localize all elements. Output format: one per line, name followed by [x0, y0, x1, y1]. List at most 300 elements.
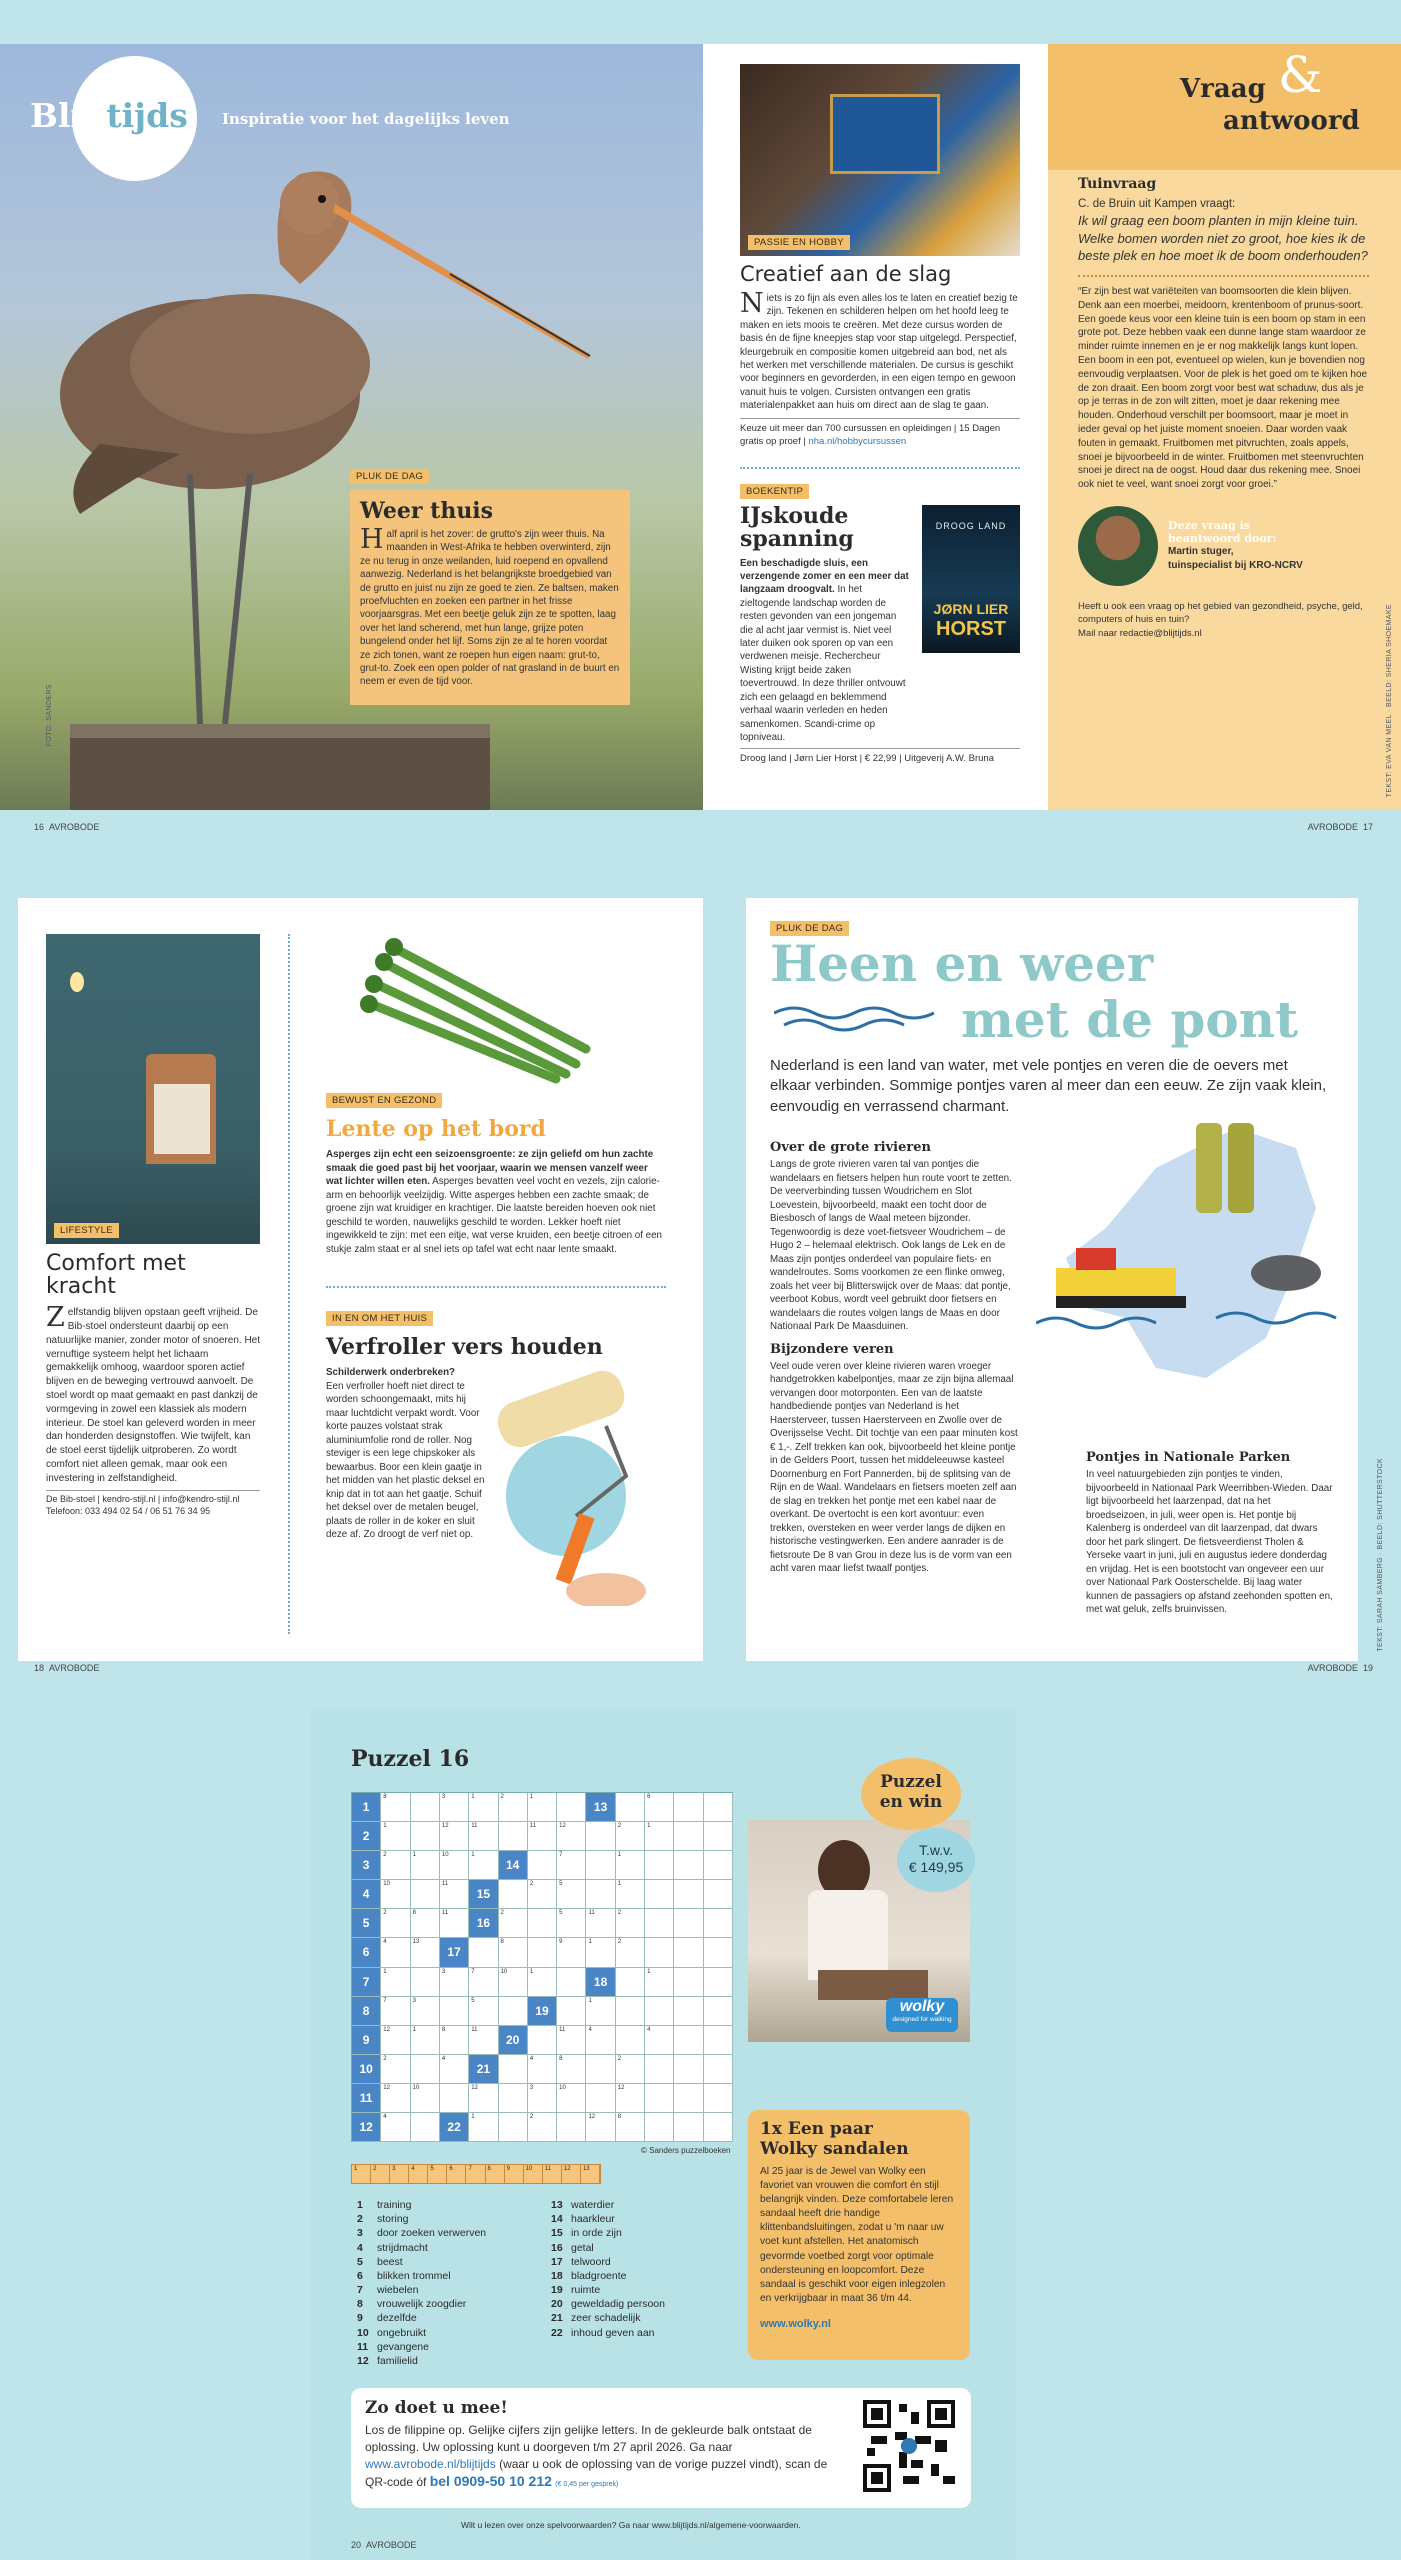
grid-cell[interactable]	[586, 1909, 615, 1938]
grid-cell[interactable]	[499, 1968, 528, 1997]
cell-number: 15	[476, 1887, 491, 1902]
grid-cell[interactable]	[616, 1851, 645, 1880]
grid-cell[interactable]	[499, 1997, 528, 2026]
cell-number: 11	[529, 1823, 537, 1830]
grid-cell[interactable]	[528, 1880, 557, 1909]
creatief-dropcap: N	[740, 288, 764, 319]
grid-cell[interactable]	[411, 2026, 440, 2055]
clue-number: 8	[357, 2298, 363, 2311]
grid-cell[interactable]	[704, 1880, 733, 1909]
grid-cell[interactable]	[381, 1909, 410, 1938]
vraag-footer1: Heeft u ook een vraag op het gebied van gezondheid, psyche, geld, computers of huis en tuin?	[1078, 600, 1363, 626]
grid-cell[interactable]	[352, 1851, 381, 1880]
grid-cell[interactable]	[499, 1880, 528, 1909]
clue-number: 16	[551, 2241, 563, 2254]
comfort-footer1: De Bib-stoel | kendro-stijl.nl | info@kendro-stijl.nl	[46, 1490, 260, 1506]
page-17: 17	[1362, 822, 1373, 832]
bird-photo	[0, 44, 703, 810]
clue-text: telwoord	[571, 2255, 611, 2268]
answer-box[interactable]: 12	[562, 2165, 581, 2183]
clue-item	[357, 2283, 537, 2297]
pont-intro: Nederland is een land van water, met vele pontjes en veren die de oevers met elkaar verbinden. Sommige pontjes varen al meer dan een eeuw. Ze zijn vaak klein, eenvoudig en verrassend charmant.	[770, 1057, 1327, 1115]
cell-number: 10	[412, 2084, 420, 2091]
grid-cell[interactable]	[381, 2113, 410, 2142]
grid-cell[interactable]	[411, 1909, 440, 1938]
grid-cell[interactable]	[586, 1938, 615, 1967]
clue-item	[551, 2241, 751, 2255]
grid-cell[interactable]	[645, 2055, 674, 2084]
prize-link[interactable]: www.wolky.nl	[760, 2317, 831, 2330]
grid-cell[interactable]	[674, 1968, 703, 1997]
grid-cell[interactable]	[704, 2055, 733, 2084]
pont-p2: Veel oude veren over kleine rivieren waren vroeger handgetrokken kabelpontjes, maar ze zijn bijna allemaal vervangen door motorponten. Een van de laatste handbediende pontjes van Nederland is het Haersterveer, tussen Haersterveen en Zwolle over de Overijsselse Vecht. Dit tochtje van een paar minuten kost € 1,-. Zelf trekken kan ook, bijvoorbeeld het kleine pontje in de Gelders Poort, tussen het middeleeuwse kasteel Doornenburg en Fort Pannerden, bij de splitsing van de Rijn en de Waal. Wandelaars en fietsers moeten zelf aan de slag en trekken het pontje met een kabel naar de overkant. De overtocht is een kort avontuur: even trekken, oversteken en weer verder langs de dijken en historische vestingwerken. Een andere aanrader is de fietsroute De 8 van Grou in deze lus is de vorm van een acht varen maar liefst twaalf pontjes.	[770, 1360, 1018, 1575]
grid-cell[interactable]	[469, 1851, 498, 1880]
grid-cell[interactable]	[704, 1997, 733, 2026]
answer-box[interactable]: 4	[409, 2165, 428, 2183]
grid-cell[interactable]	[645, 1851, 674, 1880]
grid-cell[interactable]	[411, 2084, 440, 2113]
grid-cell[interactable]	[440, 1938, 469, 1967]
grid-cell[interactable]	[528, 1997, 557, 2026]
grid-cell[interactable]	[645, 1938, 674, 1967]
grid-cell[interactable]	[674, 2055, 703, 2084]
cell-number: 12	[617, 2084, 625, 2091]
weer-thuis-dropcap: H	[360, 524, 384, 555]
page-19	[746, 898, 1384, 1661]
tagline: Inspiratie voor het dagelijks leven	[222, 110, 510, 128]
grid-cell[interactable]	[528, 2026, 557, 2055]
answer-box[interactable]: 9	[505, 2165, 524, 2183]
grid-cell[interactable]	[645, 1909, 674, 1938]
grid-cell[interactable]	[616, 2026, 645, 2055]
grid-cell[interactable]	[674, 1851, 703, 1880]
cell-number: 7	[471, 1968, 475, 1975]
verfroller-title: Verfroller vers houden	[326, 1334, 603, 1361]
grid-cell[interactable]	[616, 1793, 645, 1822]
spread-1	[0, 44, 1401, 840]
grid-cell[interactable]	[557, 2084, 586, 2113]
grid-cell[interactable]	[411, 1938, 440, 1967]
grid-cell[interactable]	[440, 1880, 469, 1909]
cell-number: 2	[529, 2113, 534, 2120]
cell-number: 21	[476, 2061, 491, 2076]
grid-cell[interactable]	[616, 1997, 645, 2026]
creatief-footer: Keuze uit meer dan 700 cursussen en opleidingen | 15 Dagen gratis op proef | nha.nl/hobbycursussen	[740, 418, 1020, 449]
grid-cell[interactable]	[704, 1968, 733, 1997]
clue-item	[551, 2283, 751, 2297]
comfort-column	[46, 934, 260, 1518]
answer-box[interactable]: 11	[543, 2165, 562, 2183]
grid-cell[interactable]	[586, 2055, 615, 2084]
grid-cell[interactable]	[586, 2084, 615, 2113]
cell-number: 8	[617, 2113, 622, 2120]
clue-text: strijdmacht	[377, 2241, 428, 2254]
grid-cell[interactable]	[411, 2113, 440, 2142]
grid-cell[interactable]	[704, 1793, 733, 1822]
cell-number: 18	[593, 1974, 608, 1989]
grid-cell[interactable]	[381, 1997, 410, 2026]
cell-number: 11	[471, 1823, 478, 1830]
grid-cell[interactable]	[645, 1793, 674, 1822]
grid-cell[interactable]	[528, 1938, 557, 1967]
answer-box[interactable]: 3	[390, 2165, 409, 2183]
crossword-grid[interactable]	[351, 1792, 733, 2142]
grid-cell[interactable]	[440, 1793, 469, 1822]
clue-item	[357, 2212, 537, 2226]
logo	[30, 96, 188, 135]
clue-text: gevangene	[377, 2340, 429, 2353]
answer-box[interactable]: 13	[581, 2165, 600, 2183]
pont-h1: Over de grote rivieren	[770, 1140, 931, 1155]
puzzle-title: Puzzel 16	[351, 1746, 470, 1772]
grid-cell[interactable]	[557, 1997, 586, 2026]
grid-cell[interactable]	[352, 1909, 381, 1938]
grid-cell[interactable]	[469, 2026, 498, 2055]
cell-number: 1	[471, 1794, 475, 1800]
grid-cell[interactable]	[616, 1880, 645, 1909]
cell-number: 3	[441, 1794, 446, 1800]
grid-cell[interactable]	[616, 1968, 645, 1997]
cell-number: 2	[500, 1794, 504, 1800]
creatief-link[interactable]: nha.nl/hobbycursussen	[808, 436, 907, 448]
comfort-dropcap: Z	[46, 1302, 65, 1334]
clue-number: 6	[357, 2269, 363, 2282]
verfroller-tag: IN EN OM HET HUIS	[326, 1311, 433, 1326]
grid-cell[interactable]	[586, 1880, 615, 1909]
cell-number: 4	[647, 2026, 651, 2033]
grid-cell[interactable]	[352, 1822, 381, 1851]
grid-cell[interactable]	[469, 1880, 498, 1909]
clue-text: in orde zijn	[571, 2227, 622, 2240]
page-20: 20 AVROBODE	[351, 2540, 417, 2550]
grid-cell[interactable]	[411, 1968, 440, 1997]
grid-cell[interactable]	[469, 1968, 498, 1997]
clues-right	[551, 2198, 751, 2340]
grid-cell[interactable]	[381, 1793, 410, 1822]
grid-cell[interactable]	[704, 1851, 733, 1880]
grid-cell[interactable]	[440, 1997, 469, 2026]
grid-cell[interactable]	[616, 2055, 645, 2084]
cell-number: 2	[617, 1939, 622, 1946]
cell-number: 1	[471, 2113, 475, 2120]
page-18-number: 18	[34, 1663, 45, 1673]
grid-cell[interactable]	[645, 2084, 674, 2113]
cell-number: 1	[529, 1968, 534, 1975]
grid-cell[interactable]	[645, 1968, 674, 1997]
grid-cell[interactable]	[528, 1822, 557, 1851]
pont-title2: met de pont	[961, 990, 1299, 1049]
creatief-body: Niets is zo fijn als even alles los te laten en creatief bezig te zijn. Tekenen en schilderen helpen om het hoofd leeg te maken en iets moois te creëren. Met deze cursus worden de basis én de fijne kneepjes stap voor stap uitgelegd. Perspectief, kleurgebruik en compositie komen uitgebreid aan bod, net als het werken met verschillende materialen. De cursus is geschikt voor beginners en gevorderden, in een eigen tempo en gewoon vanuit huis te volgen. Cursisten ontvangen een gratis materialenpakket aan huis om direct aan de slag te gaan.	[740, 288, 1018, 412]
grid-cell[interactable]	[557, 1822, 586, 1851]
cell-number: 6	[647, 1794, 651, 1800]
pont-credit: TEKST: SARAH SAMBERG · BEELD: SHUTTERSTOCK	[1377, 1458, 1384, 1652]
grid-cell[interactable]	[616, 2084, 645, 2113]
grid-cell[interactable]	[528, 1851, 557, 1880]
cell-number: 3	[362, 1858, 370, 1873]
grid-cell[interactable]	[411, 2055, 440, 2084]
cell-number: 11	[359, 2090, 373, 2105]
vraag-title1: Vraag	[1180, 74, 1266, 104]
cell-number: 11	[588, 1910, 595, 1917]
clue-item	[357, 2255, 537, 2269]
grid-cell[interactable]	[440, 1851, 469, 1880]
grid-cell[interactable]	[469, 1997, 498, 2026]
grid-cell[interactable]	[440, 2055, 469, 2084]
vraag-credit: TEKST: EVA VAN MEEL · BEELD: SHERIA SHOEMAKE	[1386, 604, 1393, 798]
grid-cell[interactable]	[557, 2026, 586, 2055]
weer-thuis-body: Half april is het zover: de grutto's zijn weer thuis. Na maanden in West-Afrika te hebben overwinterd, zijn ze nu terug in onze weilanden, luid roepend en opvallend aanwezig. Nederland is het belangrijkste broedgebied van de grutto en juist nu zijn ze goed te zien. Ze baltsen, maken proefvluchten en zoeken een partner in het frisse voorjaarsgras. Met een beetje geluk zijn ze te spotten, laag over het land scherend, met hun lange, grijze poten bungelend onder het lijf. Soms zijn ze al te horen voordat ze zich tonen, want ze roepen hun eigen naam: grut-to, grut-to. Zoek een open polder of nat grasland in de buurt en neem er even de tijd voor.	[360, 524, 620, 688]
clue-number: 22	[551, 2326, 563, 2339]
grid-cell[interactable]	[528, 1909, 557, 1938]
how-link[interactable]: www.avrobode.nl/blijtijds	[365, 2456, 496, 2471]
clue-item	[357, 2297, 537, 2311]
cell-number: 7	[383, 1997, 387, 2004]
clue-item	[551, 2326, 751, 2340]
answer-box[interactable]: 2	[371, 2165, 390, 2183]
grid-cell[interactable]	[352, 1793, 381, 1822]
grid-cell[interactable]	[381, 1968, 410, 1997]
price-badge: T.w.v. € 149,95	[897, 1828, 975, 1892]
grid-cell[interactable]	[674, 2113, 703, 2142]
grid-cell[interactable]	[586, 1851, 615, 1880]
answer-box[interactable]: 7	[466, 2165, 485, 2183]
grid-cell[interactable]	[499, 2084, 528, 2113]
clue-text: blikken trommel	[377, 2269, 451, 2282]
grid-cell[interactable]	[469, 2084, 498, 2113]
lente-tag: BEWUST EN GEZOND	[326, 1093, 442, 1108]
expert-avatar	[1078, 506, 1158, 586]
vraag-asker: C. de Bruin uit Kampen vraagt:	[1078, 198, 1236, 210]
pont-p3: In veel natuurgebieden zijn pontjes te vinden, bijvoorbeeld in Nationaal Park Weerribben-Wieden. Daar ligt bijvoorbeeld het laarzenpad, dat na het broedseizoen, in juli, weer open is. Het pontje bij Kalenberg is onderdeel van dit laarzenpad, dat dwars door het park slingert. De fietsveerdienst Tholen & Yerseke vaart in juni, juli en augustus iedere donderdag en vrijdag. Het is een bootstocht van ongeveer een uur over Nationaal Park Oosterschelde. Bij laag water kunnen de passagiers op afstand zeehonden spotten en, met wat geluk, zelfs bruinvissen.	[1086, 1469, 1333, 1616]
grid-cell[interactable]	[616, 1938, 645, 1967]
cell-number: 1	[617, 1881, 622, 1888]
grid-cell[interactable]	[411, 1880, 440, 1909]
grid-cell[interactable]	[557, 1938, 586, 1967]
grid-cell[interactable]	[557, 1793, 586, 1822]
grid-cell[interactable]	[499, 1909, 528, 1938]
grid-cell[interactable]	[352, 2026, 381, 2055]
footer-terms: Wilt u lezen over onze spelvoorwaarden? Ga naar www.blijtijds.nl/algemene-voorwaarden.	[461, 2520, 801, 2530]
pont-h2: Bijzondere veren	[770, 1341, 894, 1357]
clue-item	[357, 2354, 537, 2368]
grid-cell[interactable]	[645, 2026, 674, 2055]
clue-item	[551, 2269, 751, 2283]
grid-cell[interactable]	[674, 1938, 703, 1967]
grid-cell[interactable]	[440, 1968, 469, 1997]
grid-cell[interactable]	[704, 1909, 733, 1938]
spread2-footer: 18 AVROBODE AVROBODE 19	[34, 1663, 1373, 1673]
dotted-divider	[740, 467, 1020, 469]
grid-cell[interactable]	[557, 1909, 586, 1938]
grid-cell[interactable]	[557, 2113, 586, 2142]
grid-cell[interactable]	[704, 2026, 733, 2055]
grid-cell[interactable]	[469, 2113, 498, 2142]
grid-cell[interactable]	[499, 1793, 528, 1822]
answer-bar[interactable]	[351, 2164, 601, 2184]
page-16: 16	[34, 822, 45, 832]
grid-cell[interactable]	[674, 1880, 703, 1909]
grid-cell[interactable]	[352, 1938, 381, 1967]
cell-number: 1	[383, 1823, 387, 1830]
cell-number: 12	[588, 2113, 596, 2120]
clue-item	[357, 2340, 537, 2354]
grid-cell[interactable]	[674, 1793, 703, 1822]
cell-number: 4	[441, 2055, 446, 2062]
cell-number: 12	[471, 2084, 478, 2091]
grid-cell[interactable]	[645, 1822, 674, 1851]
cell-number: 3	[412, 1997, 416, 2004]
expert-label: Deze vraag is beantwoord door:	[1168, 518, 1277, 545]
grid-cell[interactable]	[557, 2055, 586, 2084]
clue-item	[357, 2226, 537, 2240]
cell-number: 16	[476, 1916, 491, 1931]
clue-item	[357, 2198, 537, 2212]
grid-cell[interactable]	[381, 2084, 410, 2113]
grid-cell[interactable]	[440, 2026, 469, 2055]
how-to-box	[351, 2388, 971, 2508]
grid-cell[interactable]	[586, 1793, 615, 1822]
grid-cell[interactable]	[499, 2026, 528, 2055]
grid-cell[interactable]	[352, 2055, 381, 2084]
grid-cell[interactable]	[586, 2026, 615, 2055]
cell-number: 1	[471, 1852, 475, 1859]
grid-cell[interactable]	[440, 2084, 469, 2113]
grid-cell[interactable]	[411, 1793, 440, 1822]
comfort-tag: LIFESTYLE	[54, 1223, 119, 1238]
cell-number: 1	[647, 1968, 651, 1975]
answer-box[interactable]: 1	[352, 2165, 371, 2183]
clue-number: 10	[357, 2326, 369, 2339]
grid-cell[interactable]	[528, 2084, 557, 2113]
cell-number: 10	[559, 2084, 566, 2091]
grid-cell[interactable]	[381, 1938, 410, 1967]
grid-cell[interactable]	[352, 1880, 381, 1909]
grid-cell[interactable]	[528, 2055, 557, 2084]
cell-number: 17	[447, 1945, 461, 1960]
grid-cell[interactable]	[674, 2026, 703, 2055]
grid-cell[interactable]	[704, 2113, 733, 2142]
how-phone[interactable]: bel 0909-50 10 212	[429, 2473, 552, 2490]
grid-cell[interactable]	[352, 1968, 381, 1997]
pont-h3: Pontjes in Nationale Parken	[1086, 1450, 1291, 1465]
grid-cell[interactable]	[645, 2113, 674, 2142]
cell-number: 2	[500, 1910, 504, 1917]
grid-cell[interactable]	[499, 2113, 528, 2142]
grid-cell[interactable]	[440, 1909, 469, 1938]
grid-cell[interactable]	[586, 2113, 615, 2142]
grid-cell[interactable]	[411, 1997, 440, 2026]
grid-cell[interactable]	[528, 1793, 557, 1822]
grid-cell[interactable]	[499, 1938, 528, 1967]
grid-cell[interactable]	[704, 2084, 733, 2113]
clue-text: geweldadig persoon	[571, 2298, 665, 2311]
grid-cell[interactable]	[352, 2084, 381, 2113]
grid-cell[interactable]	[469, 1938, 498, 1967]
grid-cell[interactable]	[674, 1822, 703, 1851]
pont-title1: Heen en weer	[770, 934, 1154, 993]
grid-cell[interactable]	[469, 1793, 498, 1822]
comfort-title: Comfort met kracht	[46, 1251, 186, 1300]
answer-box[interactable]: 10	[524, 2165, 543, 2183]
grid-cell[interactable]	[381, 1880, 410, 1909]
painting-photo	[740, 64, 1020, 256]
answer-box[interactable]: 5	[428, 2165, 447, 2183]
grid-cell[interactable]	[645, 1997, 674, 2026]
clue-number: 19	[551, 2284, 563, 2297]
grid-cell[interactable]	[469, 1909, 498, 1938]
grid-cell[interactable]	[440, 1822, 469, 1851]
answer-box[interactable]: 8	[486, 2165, 505, 2183]
grid-cell[interactable]	[499, 2055, 528, 2084]
clue-number: 14	[551, 2213, 563, 2226]
grid-cell[interactable]	[557, 1968, 586, 1997]
cell-number: 2	[383, 1910, 387, 1917]
grid-cell[interactable]	[381, 1851, 410, 1880]
grid-cell[interactable]	[528, 2113, 557, 2142]
answer-box[interactable]: 6	[447, 2165, 466, 2183]
book-cover: DROOG LAND JØRN LIER HORST	[922, 505, 1020, 653]
creatief-column	[740, 64, 1020, 766]
cell-number: 5	[362, 1916, 370, 1931]
grid-cell[interactable]	[586, 1968, 615, 1997]
cell-number: 20	[506, 2032, 520, 2047]
grid-cell[interactable]	[352, 1997, 381, 2026]
clue-number: 12	[357, 2354, 369, 2367]
grid-cell[interactable]	[674, 2084, 703, 2113]
spread1-footer: 16 AVROBODE AVROBODE 17	[0, 810, 1401, 840]
comfort-footer2: Telefoon: 033 494 02 54 / 06 51 76 34 95	[46, 1506, 211, 1517]
grid-cell[interactable]	[499, 1822, 528, 1851]
weer-thuis-panel	[350, 490, 630, 705]
cell-number: 11	[471, 2026, 478, 2033]
grid-cell[interactable]	[381, 2026, 410, 2055]
grid-cell[interactable]	[381, 1822, 410, 1851]
grid-cell[interactable]	[499, 1851, 528, 1880]
grid-cell[interactable]	[674, 1909, 703, 1938]
grid-cell[interactable]	[586, 1822, 615, 1851]
grid-cell[interactable]	[469, 1822, 498, 1851]
cell-number: 2	[529, 1881, 534, 1888]
cell-number: 8	[362, 2003, 370, 2018]
grid-cell[interactable]	[528, 1968, 557, 1997]
grid-cell[interactable]	[381, 2055, 410, 2084]
grid-cell[interactable]	[704, 1822, 733, 1851]
grid-cell[interactable]	[704, 1938, 733, 1967]
grid-cell[interactable]	[616, 1909, 645, 1938]
clue-item	[551, 2212, 751, 2226]
grid-cell[interactable]	[645, 1880, 674, 1909]
grid-cell[interactable]	[352, 2113, 381, 2142]
qr-code-icon[interactable]	[863, 2400, 955, 2492]
grid-cell[interactable]	[411, 1851, 440, 1880]
clue-number: 11	[357, 2340, 369, 2353]
grid-cell[interactable]	[674, 1997, 703, 2026]
grid-cell[interactable]	[616, 1822, 645, 1851]
vraag-amp: &	[1278, 46, 1323, 104]
grid-cell[interactable]	[586, 1997, 615, 2026]
grid-cell[interactable]	[616, 2113, 645, 2142]
vraag-question: Ik wil graag een boom planten in mijn kleine tuin. Welke bomen worden niet zo groot, hoe kies ik de beste plek en hoe moet ik de boom onderhouden?	[1078, 213, 1368, 264]
grid-cell[interactable]	[557, 1880, 586, 1909]
grid-cell[interactable]	[411, 1822, 440, 1851]
grid-cell[interactable]	[469, 2055, 498, 2084]
grid-cell[interactable]	[557, 1851, 586, 1880]
grid-cell[interactable]	[440, 2113, 469, 2142]
creatief-title: Creatief aan de slag	[740, 262, 952, 286]
weer-thuis-title: Weer thuis	[360, 498, 494, 524]
cell-number: 11	[559, 2026, 566, 2033]
clue-text: bladgroente	[571, 2269, 627, 2282]
